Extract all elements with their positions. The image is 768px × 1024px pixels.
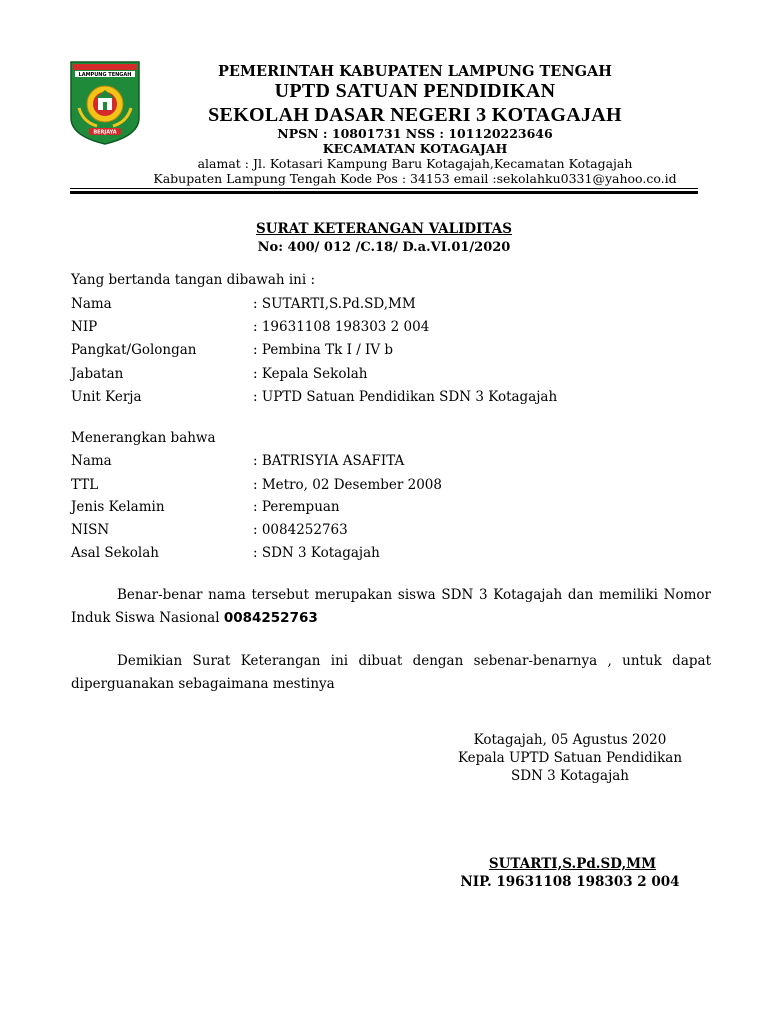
- letterhead-divider-thin: [70, 188, 698, 189]
- signer-nip-label: NIP: [71, 319, 98, 335]
- government-heading: PEMERINTAH KABUPATEN LAMPUNG TENGAH: [218, 63, 612, 80]
- statement-nisn: 0084252763: [223, 610, 318, 626]
- student-name-value: : BATRISYIA ASAFITA: [253, 453, 405, 469]
- closing-text: Demikian Surat Keterangan ini dibuat dengan sebenar-benarnya , untuk dapat diperguanakan sebagaimana mestinya: [71, 653, 711, 692]
- school-ids: NPSN : 10801731 NSS : 101120223646: [277, 126, 553, 141]
- letterhead-divider-thick: [70, 191, 698, 194]
- student-name-label: Nama: [71, 453, 112, 469]
- address-line-1: alamat : Jl. Kotasari Kampung Baru Kotagajah,Kecamatan Kotagajah: [197, 156, 633, 171]
- student-gender-label: Jenis Kelamin: [71, 499, 165, 515]
- signer-unit-value: : UPTD Satuan Pendidikan SDN 3 Kotagajah: [253, 389, 558, 405]
- signer-position-label: Jabatan: [71, 366, 124, 382]
- signature-place-date: Kotagajah, 05 Agustus 2020: [473, 732, 667, 748]
- student-nisn-value: : 0084252763: [253, 522, 348, 538]
- statement-paragraph: [71, 584, 711, 630]
- district-heading: KECAMATAN KOTAGAJAH: [322, 141, 508, 156]
- signer-unit-label: Unit Kerja: [71, 389, 142, 405]
- svg-text:BERJAYA: BERJAYA: [93, 129, 117, 136]
- signature-nip: NIP. 19631108 198303 2 004: [460, 874, 680, 890]
- svg-text:LAMPUNG TENGAH: LAMPUNG TENGAH: [78, 72, 132, 78]
- student-school-label: Asal Sekolah: [71, 545, 159, 561]
- signer-rank-label: Pangkat/Golongan: [71, 342, 197, 358]
- signature-name: SUTARTI,S.Pd.SD,MM: [488, 856, 657, 872]
- signer-name-value: : SUTARTI,S.Pd.SD,MM: [253, 296, 416, 312]
- document-title: SURAT KETERANGAN VALIDITAS: [256, 221, 512, 237]
- student-intro: Menerangkan bahwa: [71, 430, 216, 446]
- student-gender-value: : Perempuan: [253, 499, 340, 515]
- closing-paragraph: [71, 650, 711, 696]
- signer-position-value: : Kepala Sekolah: [253, 366, 368, 382]
- document-number: No: 400/ 012 /C.18/ D.a.VI.01/2020: [257, 240, 511, 255]
- school-heading: SEKOLAH DASAR NEGERI 3 KOTAGAJAH: [208, 104, 622, 126]
- student-school-value: : SDN 3 Kotagajah: [253, 545, 380, 561]
- agency-heading: UPTD SATUAN PENDIDIKAN: [274, 80, 556, 102]
- signature-position-line-1: Kepala UPTD Satuan Pendidikan: [457, 750, 683, 766]
- signer-name-label: Nama: [71, 296, 112, 312]
- student-birth-value: : Metro, 02 Desember 2008: [253, 477, 442, 493]
- student-birth-label: TTL: [71, 477, 99, 493]
- student-nisn-label: NISN: [71, 522, 110, 538]
- signer-rank-value: : Pembina Tk I / IV b: [253, 342, 394, 358]
- signer-nip-value: : 19631108 198303 2 004: [253, 319, 430, 335]
- signature-position-line-2: SDN 3 Kotagajah: [511, 768, 629, 784]
- address-line-2: Kabupaten Lampung Tengah Kode Pos : 34153 email :sekolahku0331@yahoo.co.id: [153, 171, 677, 186]
- signer-intro: Yang bertanda tangan dibawah ini :: [71, 272, 316, 288]
- statement-text: Benar-benar nama tersebut merupakan siswa SDN 3 Kotagajah dan memiliki Nomor Induk Siswa Nasional: [71, 587, 711, 626]
